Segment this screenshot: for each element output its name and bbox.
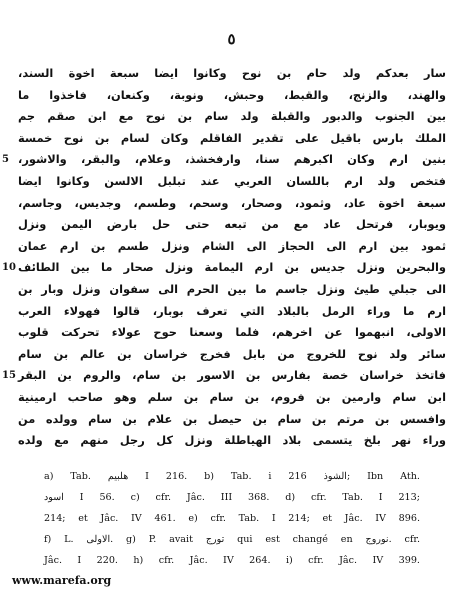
footnotes <box>44 466 420 571</box>
footnote-line: a) Tab. هلبيم I 216. b) Tab. i الشوذ 216; Ibn Ath. <box>44 471 420 482</box>
text-line-content: بنين ارم وكان اكبرهم سنا، وارفخشذ، وعلام، والبقر، والاشور، <box>18 152 446 167</box>
text-line <box>18 387 446 409</box>
watermark: www.marefa.org <box>12 574 112 587</box>
body-text <box>2 63 446 452</box>
text-line-content: سبعة اخوة عاد، وثمود، وصحار، وسحم، وطسم، وجديس، وجاسم، <box>18 195 446 210</box>
text-line-content: ثمود بين ارم الى الحجاز الى الشام ونزل طسم بن ارم عمان <box>18 238 446 253</box>
text-line-content: بين الجنوب والدبور والقبلة ولد سام بن نوح مع ابن صقم جم <box>18 109 446 124</box>
text-line <box>2 149 446 171</box>
text-line-content: ارم ما وراء الرمل بالبلاد التي تعرف بوبار، قالوا فهولاء العرب <box>18 303 446 318</box>
text-line <box>18 344 446 366</box>
text-line <box>18 322 446 344</box>
text-line <box>2 365 446 387</box>
text-line <box>18 193 446 215</box>
text-line <box>18 128 446 150</box>
text-line <box>18 236 446 258</box>
text-line-content: ابن سام وارمين بن فروم، بن سام بن سلم وهو صاحب ارمينية <box>18 389 446 404</box>
text-line-content: وافسس بن مرتم بن سام بن حيصل بن علام بن سام وولده من <box>18 411 446 426</box>
footnote-line: اسود I 56. c) cfr. Jâc. III 368. d) cfr. Tab. I 213; <box>44 492 420 503</box>
text-line <box>18 301 446 323</box>
text-line-content: فتخص ولد ارم باللسان العربي عند تبلبل الالسن وكانوا ايضا <box>18 173 446 188</box>
line-number-marker: 10 <box>2 262 16 274</box>
text-line <box>18 171 446 193</box>
line-number-marker: 15 <box>2 370 16 382</box>
text-line-content: الاولى، انبهموا عن اخرهم، فلما وسعنا حوح عولاء تحركت قلوب <box>18 325 446 340</box>
text-line-content: سار بعدكم ولد حام بن نوح وكانوا ايضا سبعة اخوة السند، <box>18 66 446 80</box>
footnote-line: Jâc. I 220. h) cfr. Jâc. IV 264. i) cfr. Jâc. IV 399. <box>44 555 420 566</box>
text-line-content: سائر ولد نوح للخروج من بابل فخرج خراسان بن عالم بن سام <box>18 346 446 361</box>
text-line-content: الى جبلي طيئ ونزل جاسم ما بين الحرم الى سفوان ونزل وبار بن <box>18 281 446 296</box>
page-number: ٥ <box>227 30 236 48</box>
text-line <box>18 63 446 85</box>
footnote-line: 214; et Jâc. IV 461. e) cfr. Tab. I 214; et Jâc. IV 896. <box>44 513 420 524</box>
text-line <box>18 409 446 431</box>
footnote-line: f) L. الاولى. g) P. avait تورج qui est changé en نوروج. cfr. <box>44 534 420 545</box>
text-line <box>18 430 446 452</box>
text-line <box>18 85 446 107</box>
text-line-content: وراء نهر بلخ يتسمى بلاد الهياطلة ونزل كل رجل منهم مع ولده <box>18 433 446 448</box>
text-line-content: الملك بارس باقيل على تقدير الفاقلم وكان لسام بن نوح خمسة <box>18 130 446 145</box>
text-line-content: فاتخذ خراسان خصة بفارس بن الاسور بن سام، والروم بن البقر <box>18 368 446 383</box>
text-line <box>18 279 446 301</box>
text-line-content: ويوبار، فرتحل عاد مع من تبعه حتى حل بارض اليمن ونزل <box>18 217 446 232</box>
text-line <box>18 214 446 236</box>
line-number-marker: 5 <box>2 154 9 166</box>
text-line-content: والهند، والزنج، والقبط، وحبش، ونوبة، وكنعان، فاخذوا ما <box>18 87 446 102</box>
text-line <box>18 106 446 128</box>
text-line-content: والبحرين ونزل جديس بن ارم اليمامة ونزل صحار ما بين الطائف <box>18 260 446 275</box>
text-line <box>2 257 446 279</box>
